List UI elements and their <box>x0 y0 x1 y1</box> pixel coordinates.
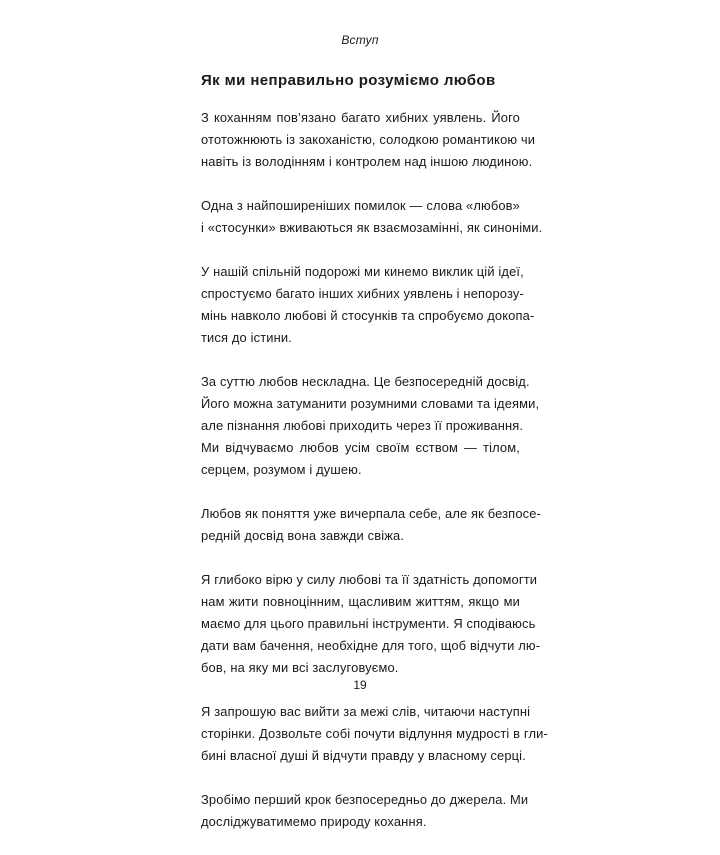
text-line: сторінки. Дозвольте собі почути відлуння мудрості в гли- <box>201 726 548 741</box>
text-line: досліджуватимемо природу кохання. <box>201 814 427 829</box>
paragraph <box>201 569 541 679</box>
paragraph <box>201 503 541 547</box>
text-line: ототожнюють із закоханістю, солодкою романтикою чи <box>201 132 536 147</box>
text-line: нам жити повноцінним, щасливим життям, якщо ми <box>201 594 520 609</box>
page-number: 19 <box>353 678 367 692</box>
text-line: але пізнання любові приходить через її проживання. <box>201 418 524 433</box>
text-line: Любов як поняття уже вичерпала себе, але як безпосе- <box>201 506 541 521</box>
text-line: бов, на яку ми всі заслуговуємо. <box>201 660 399 675</box>
text-line: У нашій спільній подорожі ми кинемо виклик цій ідеї, <box>201 264 524 279</box>
text-line: мінь навколо любові й стосунків та спробуємо докопа- <box>201 308 535 323</box>
text-line: З коханням пов’язано багато хибних уявлень. Його <box>201 110 520 125</box>
paragraph <box>201 789 529 833</box>
text-line: Одна з найпоширеніших помилок — слова «любов» <box>201 198 520 213</box>
text-line: Ми відчуваємо любов усім своїм єством — тілом, <box>201 440 520 455</box>
paragraph <box>201 107 536 173</box>
text-line: і «стосунки» вживаються як взаємозамінні, як синоніми. <box>201 220 543 235</box>
text-line: дати вам бачення, необхідне для того, щоб відчути лю- <box>201 638 541 653</box>
text-line: За суттю любов нескладна. Це безпосередній досвід. <box>201 374 530 389</box>
running-header: Вступ <box>341 33 379 47</box>
text-line: маємо для цього правильні інструменти. Я сподіваюсь <box>201 616 536 631</box>
paragraph <box>201 195 543 239</box>
text-line: Я глибоко вірю у силу любові та її здатність допомогти <box>201 572 538 587</box>
text-line: Зробімо перший крок безпосередньо до джерела. Ми <box>201 792 529 807</box>
paragraph <box>201 261 535 349</box>
text-line: тися до істини. <box>201 330 292 345</box>
paragraph <box>201 701 548 767</box>
text-line: серцем, розумом і душею. <box>201 462 362 477</box>
text-line: спростуємо багато інших хибних уявлень і непорозу- <box>201 286 524 301</box>
text-line: Я запрошую вас вийти за межі слів, читаючи наступні <box>201 704 531 719</box>
text-line: навіть із володінням і контролем над іншою людиною. <box>201 154 533 169</box>
chapter-title: Як ми неправильно розуміємо любов <box>201 72 496 89</box>
text-line: Його можна затуманити розумними словами та ідеями, <box>201 396 540 411</box>
text-block <box>201 71 548 855</box>
paragraph <box>201 371 540 481</box>
text-line: бині власної душі й відчути правду у власному серці. <box>201 748 526 763</box>
text-line: редній досвід вона завжди свіжа. <box>201 528 405 543</box>
